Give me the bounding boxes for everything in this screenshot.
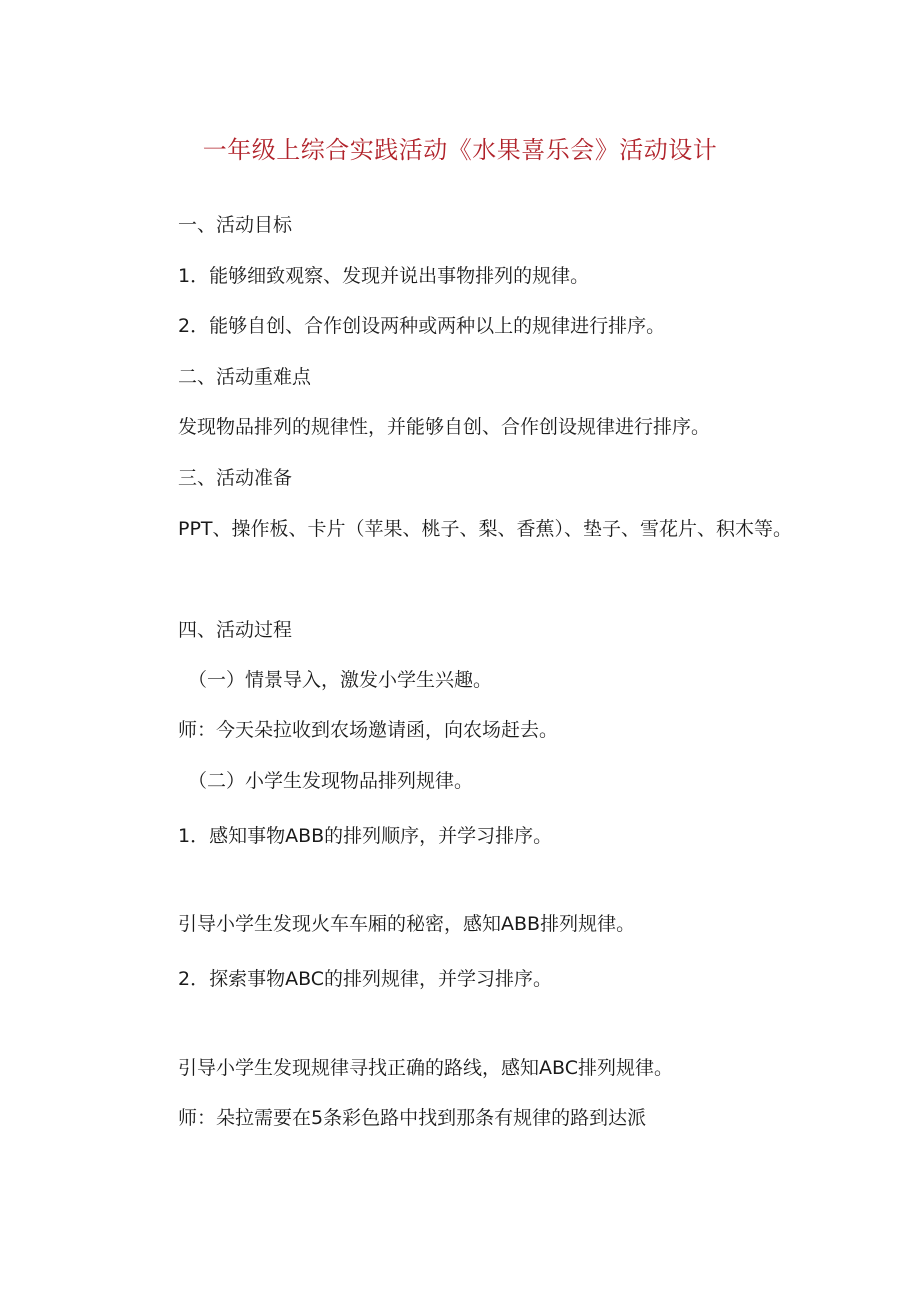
process-step-2-item-1: 1．感知事物ABB的排列顺序，并学习排序。: [178, 825, 553, 847]
process-step-2-heading: （二）小学生发现物品排列规律。: [188, 770, 474, 792]
preparation-text: PPT、操作板、卡片（苹果、桃子、梨、香蕉）、垫子、雪花片、积木等。: [178, 518, 793, 540]
goal-item-2: 2．能够自创、合作创设两种或两种以上的规律进行排序。: [178, 315, 666, 337]
section-heading-key-points: 二、活动重难点: [178, 366, 312, 388]
process-step-1-text: 师：今天朵拉收到农场邀请函，向农场赶去。: [178, 719, 559, 741]
section-heading-preparation: 三、活动准备: [178, 467, 293, 489]
key-points-text: 发现物品排列的规律性，并能够自创、合作创设规律进行排序。: [178, 416, 711, 438]
section-heading-process: 四、活动过程: [178, 619, 293, 641]
process-step-2-item-2-text: 引导小学生发现规律寻找正确的路线，感知ABC排列规律。: [178, 1057, 673, 1079]
process-step-2-item-2: 2．探索事物ABC的排列规律，并学习排序。: [178, 968, 553, 990]
process-step-1-heading: （一）情景导入，激发小学生兴趣。: [188, 669, 493, 691]
process-step-2-item-1-text: 引导小学生发现火车车厢的秘密，感知ABB排列规律。: [178, 913, 636, 935]
goal-item-1: 1．能够细致观察、发现并说出事物排列的规律。: [178, 265, 590, 287]
process-step-2-item-2-teacher: 师：朵拉需要在5条彩色路中找到那条有规律的路到达派: [178, 1107, 647, 1129]
section-heading-goals: 一、活动目标: [178, 214, 293, 236]
document-title: 一年级上综合实践活动《水果喜乐会》活动设计: [202, 136, 718, 164]
